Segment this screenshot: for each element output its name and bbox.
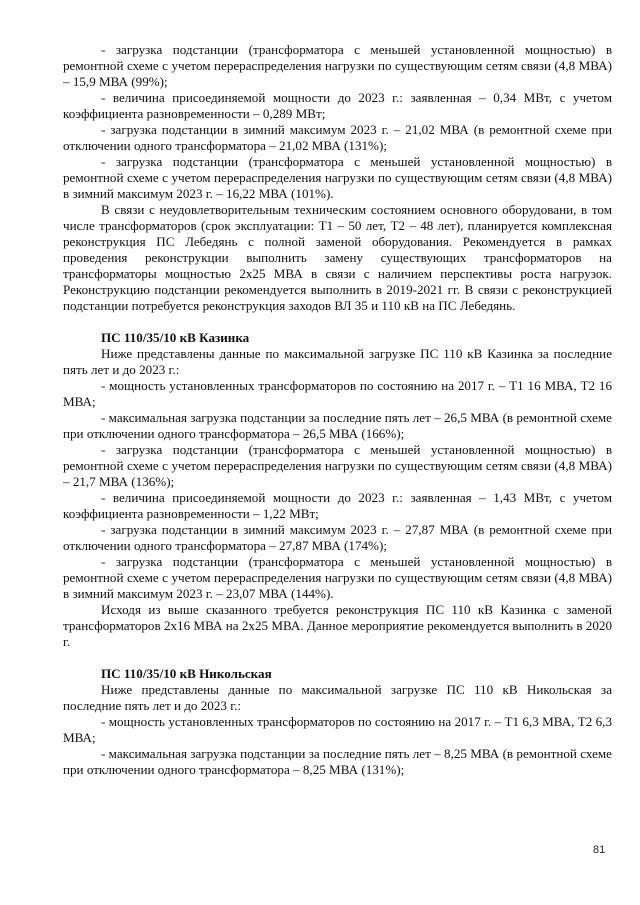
paragraph: - максимальная загрузка подстанции за последние пять лет – 8,25 МВА (в ремонтной схеме при отключении одного трансформатора – 8,25 МВА (131%); [63, 746, 612, 777]
paragraph: - мощность установленных трансформаторов по состоянию на 2017 г. – Т1 16 МВА, Т2 16 МВА; [63, 378, 612, 409]
spacer [63, 314, 612, 330]
paragraph: - загрузка подстанции в зимний максимум 2023 г. – 21,02 МВА (в ремонтной схеме при отключении одного трансформатора – 21,02 МВА (131%); [63, 122, 612, 153]
paragraph: - максимальная загрузка подстанции за последние пять лет – 26,5 МВА (в ремонтной схеме при отключении одного трансформатора – 26,5 МВА (166%); [63, 410, 612, 441]
paragraph: - величина присоединяемой мощности до 2023 г.: заявленная – 0,34 МВт, с учетом коэффициента разновременности – 0,289 МВт; [63, 90, 612, 121]
section-heading-nikolskaya: ПС 110/35/10 кВ Никольская [101, 666, 272, 681]
paragraph: - загрузка подстанции (трансформатора с меньшей установленной мощностью) в ремонтной схеме с учетом перераспределения нагрузки по существующим сетям связи (4,8 МВА) в зимний максимум 2023 г. – 16,22 МВА (101%). [63, 154, 612, 201]
paragraph: - загрузка подстанции (трансформатора с меньшей установленной мощностью) в ремонтной схеме с учетом перераспределения нагрузки по существующим сетям связи (4,8 МВА) – 15,9 МВА (99%); [63, 42, 612, 89]
paragraph: В связи с неудовлетворительным техническим состоянием основного оборудовани, в том числе трансформаторов (срок эксплуатации: Т1 – 50 лет, Т2 – 48 лет), планируется комплексная реконструкция ПС Лебедянь с полной заменой оборудования. Рекомендуется в рамках проведения реконструкции выполнить замену существующих трансформаторов на трансформаторы мощностью 2х25 МВА в связи с наличием перспективы роста нагрузок. Реконструкцию подстанции рекомендуется выполнить в 2019-2021 гг. В связи с реконструкцией подстанции потребуется реконструкция заходов ВЛ 35 и 110 кВ на ПС Лебедянь. [63, 202, 612, 313]
section-heading-kazinka: ПС 110/35/10 кВ Казинка [101, 330, 250, 345]
page-number: 81 [593, 844, 606, 856]
paragraph: Ниже представлены данные по максимальной загрузке ПС 110 кВ Казинка за последние пять лет и до 2023 г.: [63, 346, 612, 377]
spacer [63, 650, 612, 666]
paragraph: - мощность установленных трансформаторов по состоянию на 2017 г. – Т1 6,3 МВА, Т2 6,3 МВА; [63, 714, 612, 745]
document-page [63, 42, 612, 778]
paragraph: Исходя из выше сказанного требуется реконструкция ПС 110 кВ Казинка с заменой трансформаторов 2х16 МВА на 2х25 МВА. Данное мероприятие рекомендуется выполнить в 2020 г. [63, 602, 612, 649]
paragraph: - загрузка подстанции (трансформатора с меньшей установленной мощностью) в ремонтной схеме с учетом перераспределения нагрузки по существующим сетям связи (4,8 МВА) в зимний максимум 2023 г. – 23,07 МВА (144%). [63, 554, 612, 601]
paragraph: Ниже представлены данные по максимальной загрузке ПС 110 кВ Никольская за последние пять лет и до 2023 г.: [63, 682, 612, 713]
paragraph: - величина присоединяемой мощности до 2023 г.: заявленная – 1,43 МВт, с учетом коэффициента разновременности – 1,22 МВт; [63, 490, 612, 521]
paragraph: - загрузка подстанции (трансформатора с меньшей установленной мощностью) в ремонтной схеме с учетом перераспределения нагрузки по существующим сетям связи (4,8 МВА) – 21,7 МВА (136%); [63, 442, 612, 489]
paragraph: - загрузка подстанции в зимний максимум 2023 г. – 27,87 МВА (в ремонтной схеме при отключении одного трансформатора – 27,87 МВА (174%); [63, 522, 612, 553]
